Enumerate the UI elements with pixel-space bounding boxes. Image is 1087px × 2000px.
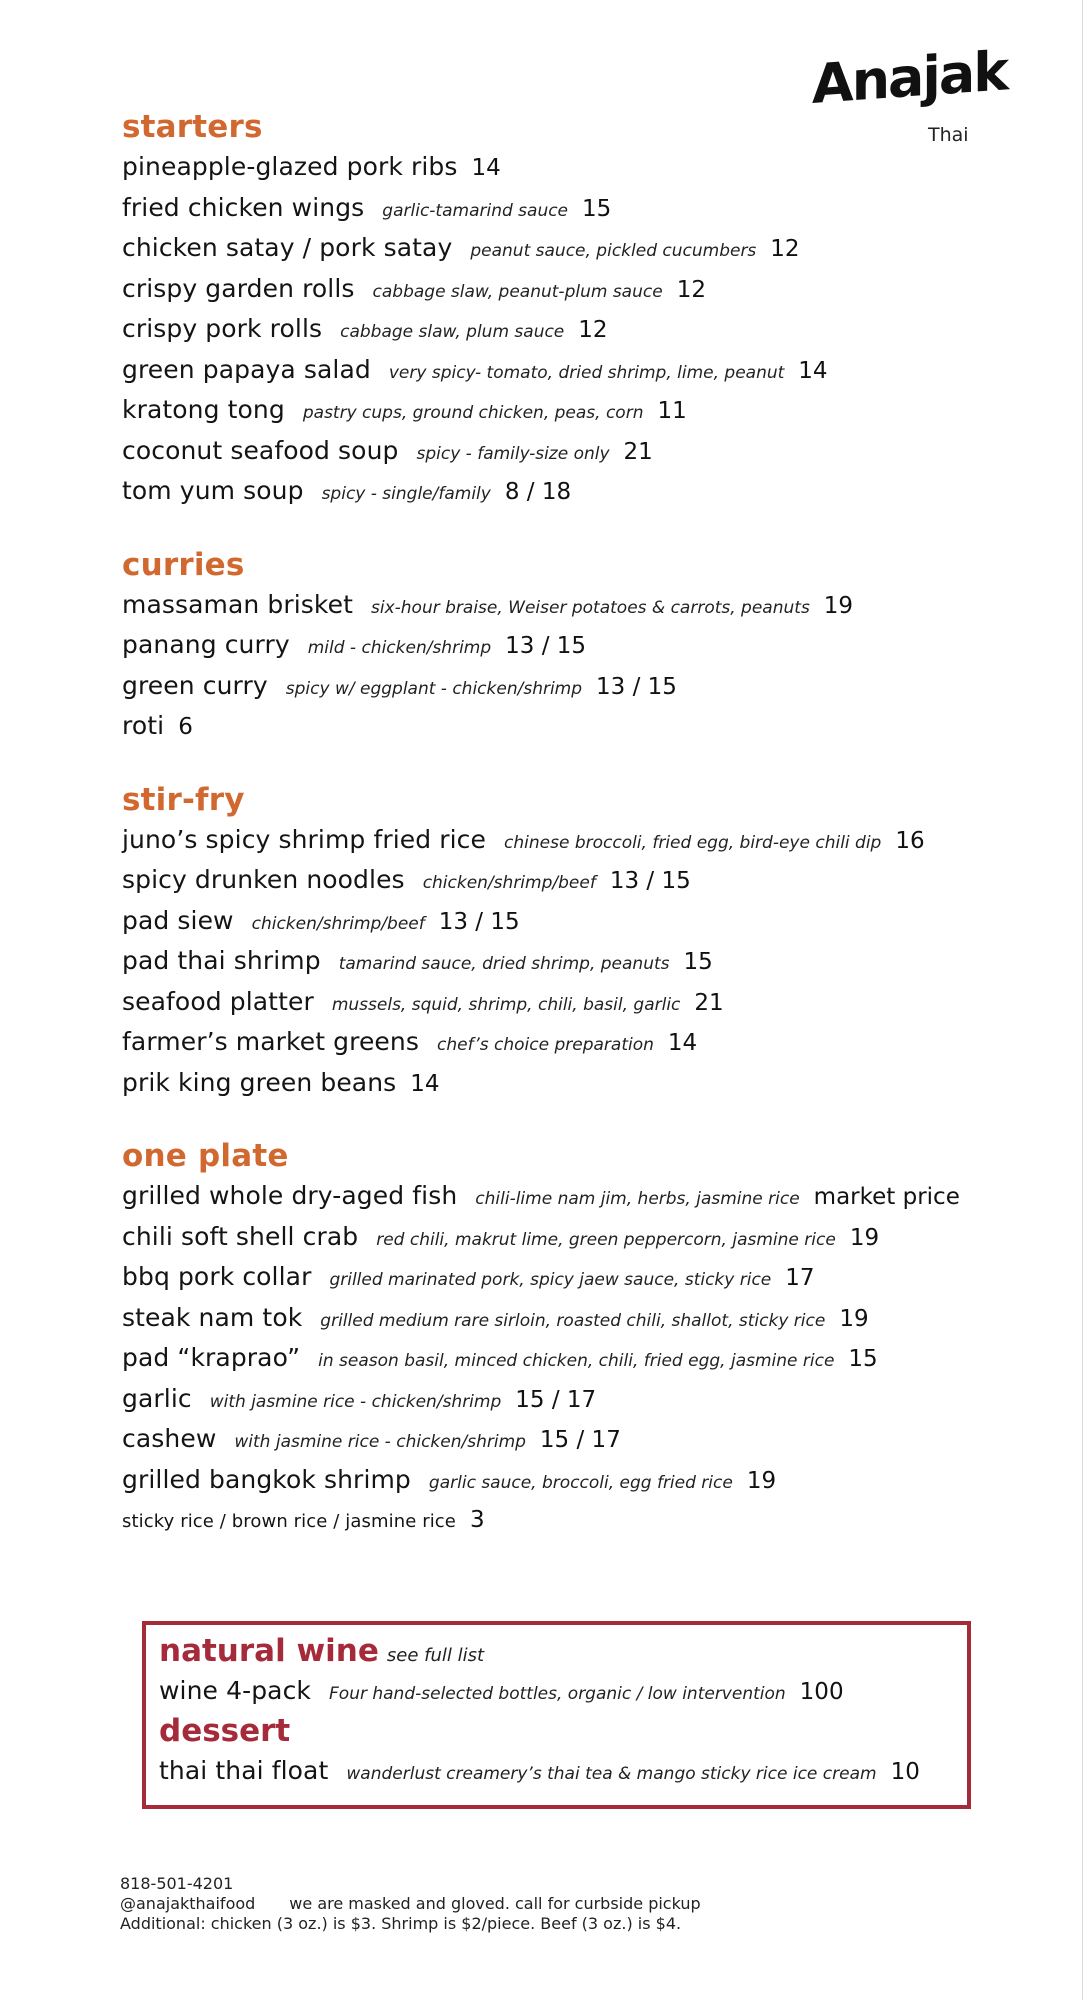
menu-section-curries (122, 545, 1022, 747)
menu-item (122, 1176, 1022, 1217)
item-name: grilled whole dry-aged fish (122, 1181, 458, 1210)
item-name: spicy drunken noodles (122, 865, 405, 894)
item-name: farmer’s market greens (122, 1027, 419, 1056)
item-price: 12 (770, 236, 800, 262)
item-name: chicken satay / pork satay (122, 233, 453, 262)
menu-item (122, 309, 1022, 350)
footer-notice: we are masked and gloved. call for curbside pickup (289, 1894, 701, 1913)
item-price: 19 (823, 592, 854, 619)
item-description: garlic-tamarind sauce (382, 200, 569, 221)
item-name: kratong tong (122, 395, 285, 424)
menu-item (122, 666, 1022, 707)
item-name: pad siew (122, 905, 234, 935)
footer-phone: 818-501-4201 (120, 1874, 234, 1893)
item-description: with jasmine rice - chicken/shrimp (209, 1391, 502, 1412)
section-title: starters (122, 109, 263, 145)
item-name: pad “kraprao” (122, 1343, 301, 1372)
item-name: green curry (122, 670, 268, 700)
menu-section-stir-fry (122, 780, 1022, 1104)
item-name: prik king green beans (122, 1067, 397, 1097)
item-price: market price (813, 1184, 960, 1210)
menu-item (122, 269, 1022, 310)
brand-logo-wordmark: Anajak (812, 39, 1008, 117)
menu-item (122, 941, 1022, 982)
item-name: thai thai float (159, 1756, 329, 1785)
menu-section-one-plate (122, 1136, 1022, 1541)
item-description: with jasmine rice - chicken/shrimp (234, 1432, 526, 1452)
item-price: 14 (667, 1030, 698, 1056)
menu-sections (122, 107, 1022, 1541)
menu-item (122, 1063, 1022, 1104)
item-description: peanut sauce, pickled cucumbers (470, 241, 757, 261)
item-name: grilled bangkok shrimp (122, 1464, 411, 1494)
item-name: panang curry (122, 630, 290, 659)
item-description: very spicy- tomato, dried shrimp, lime, peanut (388, 362, 785, 383)
item-name: massaman brisket (122, 589, 353, 619)
menu-item (122, 585, 1022, 626)
menu-item-thai-thai-float (159, 1751, 920, 1791)
menu-item-wine-4-pack (159, 1671, 920, 1711)
item-price: 14 (410, 1070, 440, 1097)
item-description: Four hand-selected bottles, organic / low intervention (329, 1684, 786, 1704)
item-price: 12 (676, 276, 706, 303)
menu-item (122, 1500, 1022, 1541)
dessert-title: dessert (159, 1713, 291, 1749)
section-title: curries (122, 546, 245, 583)
menu-item (122, 1022, 1022, 1063)
menu-item (122, 1419, 1022, 1460)
menu-section-starters (122, 107, 1022, 512)
item-price: 21 (694, 989, 724, 1016)
item-description: cabbage slaw, peanut-plum sauce (372, 281, 663, 302)
menu-item (122, 982, 1022, 1023)
item-price: 15 (683, 949, 713, 975)
item-price: 10 (890, 1759, 920, 1785)
menu-item (122, 431, 1022, 472)
wine-section-title (159, 1631, 920, 1671)
item-description: tamarind sauce, dried shrimp, peanuts (338, 954, 670, 974)
menu-item (122, 706, 1022, 747)
item-name: crispy pork rolls (122, 314, 323, 343)
item-description: chicken/shrimp/beef (422, 873, 596, 893)
drinks-dessert-content (159, 1631, 920, 1791)
drinks-dessert-box (142, 1621, 971, 1809)
item-price: 100 (799, 1679, 844, 1705)
item-price: 11 (657, 398, 687, 424)
item-description: red chili, makrut lime, green peppercorn, jasmine rice (376, 1229, 836, 1250)
menu-item (122, 228, 1022, 269)
item-name: coconut seafood soup (122, 435, 399, 465)
item-description: six-hour braise, Weiser potatoes & carrots, peanuts (371, 597, 810, 618)
menu-item (122, 390, 1022, 431)
item-description: spicy w/ eggplant - chicken/shrimp (285, 678, 583, 699)
item-price: 19 (839, 1305, 869, 1332)
item-name: crispy garden rolls (122, 273, 355, 303)
menu-item (122, 1298, 1022, 1339)
item-name: green papaya salad (122, 354, 371, 384)
menu-item (122, 820, 1022, 861)
menu-item (122, 188, 1022, 229)
item-name: wine 4-pack (159, 1676, 312, 1705)
item-description: in season basil, minced chicken, chili, fried egg, jasmine rice (318, 1351, 835, 1371)
item-price: 6 (178, 714, 193, 740)
item-price: 14 (798, 357, 828, 384)
item-description: pastry cups, ground chicken, peas, corn (302, 403, 644, 423)
menu-item (122, 901, 1022, 942)
item-name: steak nam tok (122, 1302, 303, 1332)
item-price: 13 / 15 (505, 633, 587, 659)
item-description: chicken/shrimp/beef (251, 913, 425, 934)
item-name: roti (122, 711, 165, 740)
item-name: tom yum soup (122, 476, 304, 505)
item-name: garlic (122, 1383, 192, 1413)
menu-item (122, 350, 1022, 391)
item-description: grilled marinated pork, spicy jaew sauce, sticky rice (329, 1270, 772, 1290)
item-name: pad thai shrimp (122, 946, 321, 975)
item-description: wanderlust creamery’s thai tea & mango sticky rice ice cream (346, 1764, 877, 1784)
item-price: 8 / 18 (504, 479, 572, 505)
menu-item (122, 1217, 1022, 1258)
item-description: cabbage slaw, plum sauce (340, 322, 565, 342)
item-price: 21 (623, 438, 653, 465)
item-price: 17 (785, 1265, 815, 1291)
footer (120, 1874, 701, 1934)
footer-handle: @anajakthaifood (120, 1894, 256, 1913)
item-price: 3 (469, 1507, 485, 1533)
item-description: spicy - single/family (321, 484, 491, 504)
item-description: mussels, squid, shrimp, chili, basil, garlic (331, 994, 681, 1015)
item-name: bbq pork collar (122, 1262, 312, 1291)
item-price: 13 / 15 (596, 673, 677, 700)
menu-item (122, 1257, 1022, 1298)
wine-title: natural wine (159, 1633, 379, 1669)
footer-line-2 (120, 1894, 701, 1914)
item-description: mild - chicken/shrimp (307, 638, 492, 658)
menu-item (122, 471, 1022, 512)
footer-additional: Additional: chicken (3 oz.) is $3. Shrimp is $2/piece. Beef (3 oz.) is $4. (120, 1914, 682, 1933)
item-name: juno’s spicy shrimp fried rice (122, 824, 487, 854)
item-price: 13 / 15 (438, 908, 520, 935)
item-description: chinese broccoli, fried egg, bird-eye chili dip (504, 832, 882, 853)
menu-item (122, 147, 1022, 188)
section-title: one plate (122, 1138, 289, 1174)
item-price: 15 / 17 (539, 1427, 621, 1453)
menu-item (122, 860, 1022, 901)
dessert-section-title (159, 1711, 920, 1751)
item-description: garlic sauce, broccoli, egg fried rice (428, 1472, 733, 1493)
item-description: spicy - family-size only (416, 443, 610, 464)
item-name: fried chicken wings (122, 192, 365, 222)
item-name: cashew (122, 1424, 217, 1453)
item-description: chef’s choice preparation (437, 1035, 654, 1055)
item-name: chili soft shell crab (122, 1221, 359, 1251)
menu-item (122, 1460, 1022, 1501)
item-price: 19 (849, 1224, 880, 1251)
item-name: sticky rice / brown rice / jasmine rice (122, 1511, 456, 1532)
item-description: chili-lime nam jim, herbs, jasmine rice (475, 1189, 800, 1209)
brand-logo-subtitle: Thai (928, 124, 969, 146)
item-name: seafood platter (122, 986, 314, 1016)
item-name: pineapple-glazed pork ribs (122, 152, 458, 181)
wine-note: see full list (386, 1645, 485, 1666)
menu-item (122, 625, 1022, 666)
item-price: 15 (582, 195, 612, 222)
item-price: 15 / 17 (515, 1386, 597, 1413)
section-title: stir-fry (122, 781, 245, 818)
item-price: 19 (746, 1467, 777, 1494)
item-price: 16 (895, 827, 925, 854)
menu-item (122, 1379, 1022, 1420)
item-price: 15 (848, 1346, 878, 1372)
item-description: grilled medium rare sirloin, roasted chili, shallot, sticky rice (320, 1310, 826, 1331)
menu-item (122, 1338, 1022, 1379)
item-price: 14 (471, 155, 501, 181)
item-price: 12 (578, 317, 608, 343)
item-price: 13 / 15 (609, 868, 691, 894)
page-edge-line (1082, 0, 1083, 2000)
